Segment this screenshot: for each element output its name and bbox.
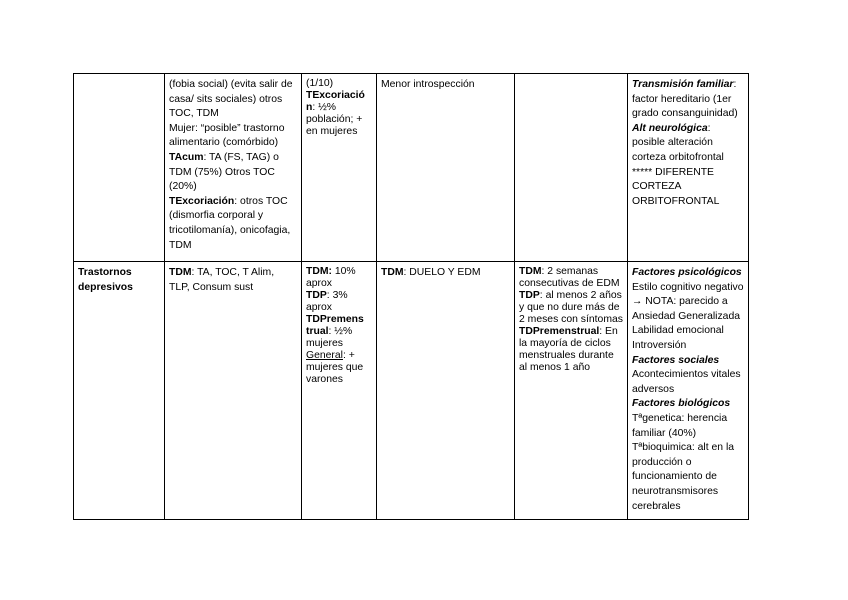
r2-c3-cell — [302, 262, 377, 520]
r1-c4-cell: Menor introspección — [377, 74, 515, 262]
r2-c5-tdpm: TDPremenstrual: En la mayoría de ciclos menstruales durante al menos 1 año — [519, 326, 618, 373]
texc-label: TExcoriació n — [306, 90, 365, 113]
r2-c5-tdm: TDM: 2 semanas consecutivas de EDM — [519, 266, 620, 289]
r2-c3-tdp: TDP: 3% aprox — [306, 290, 348, 313]
table-row — [74, 262, 749, 520]
r1-c5-cell — [515, 74, 628, 262]
r1-c6-cell — [628, 74, 749, 262]
table-row — [74, 74, 749, 262]
r2-c2-tdm: TDM: TA, TOC, T Alim, TLP, Consum sust — [169, 267, 275, 293]
r2-c3-tdm: TDM: 10% aprox — [306, 266, 356, 289]
an-label: Alt neurológica — [632, 122, 708, 134]
tf-label: Transmisión familiar — [632, 79, 734, 90]
r1-c3-cell — [302, 74, 377, 262]
row-heading: Trastornos depresivos — [78, 267, 133, 293]
r1-c2-tacum: TAcum: TA (FS, TAG) o TDM (75%) Otros TOC (20%) — [169, 151, 279, 193]
factores-biologicos-heading: Factores biológicos — [632, 398, 731, 410]
tacum-label: TAcum — [169, 151, 204, 163]
r1-c1-cell — [74, 74, 165, 262]
r1-c6-tf: Transmisión familiar: factor hereditario (1er grado consanguinidad) — [632, 79, 738, 120]
r1-c2-cell — [165, 74, 302, 262]
r1-c6-an: Alt neurológica: posible alteración corteza orbitofrontal ***** DIFERENTE CORTEZA ORBITOFRONTAL — [632, 122, 724, 207]
r2-c3-general: General: + mujeres que varones — [306, 350, 364, 385]
r2-c3-tdpm: TDPremens trual: ½% mujeres — [306, 314, 364, 349]
r1-c2-texc: TExcoriación: otros TOC (dismorfia corporal y tricotilomanía), onicofagia, TDM — [169, 195, 291, 251]
document-table — [73, 73, 749, 520]
r2-c5-tdp: TDP: al menos 2 años y que no dure más de 2 meses con síntomas — [519, 290, 623, 325]
texc-label: TExcoriación — [169, 195, 235, 207]
r1-c3-line1: (1/10) — [306, 78, 334, 89]
factores-psicologicos-heading: Factores psicológicos — [632, 267, 742, 278]
r2-c2-cell — [165, 262, 302, 520]
r2-c4-tdm: TDM: DUELO Y EDM — [381, 267, 481, 278]
r1-c3-texc: TExcoriació n: ½% población; + en mujeres — [306, 90, 365, 137]
r1-c2-line1: (fobia social) (evita salir de casa/ sits sociales) otros TOC, TDM — [169, 79, 293, 120]
r2-c5-cell — [515, 262, 628, 520]
r1-c2-line2: Mujer: “posible” trastorno alimentario (comórbido) — [169, 122, 285, 149]
factores-sociales-heading: Factores sociales — [632, 354, 720, 366]
r2-c4-cell — [377, 262, 515, 520]
r2-c1-cell — [74, 262, 165, 520]
r2-c6-cell: Factores psicológicos Estilo cognitivo negativo → NOTA: parecido a Ansiedad Generalizada Labilidad emocional Introversión Factores sociales Acontecimientos vitales adversos Factores biológicos Tªgenetica: herencia familiar (40%) Tªbioquimica: alt en la producción o funcionamiento de neurotransmisores cerebrales — [628, 262, 749, 520]
